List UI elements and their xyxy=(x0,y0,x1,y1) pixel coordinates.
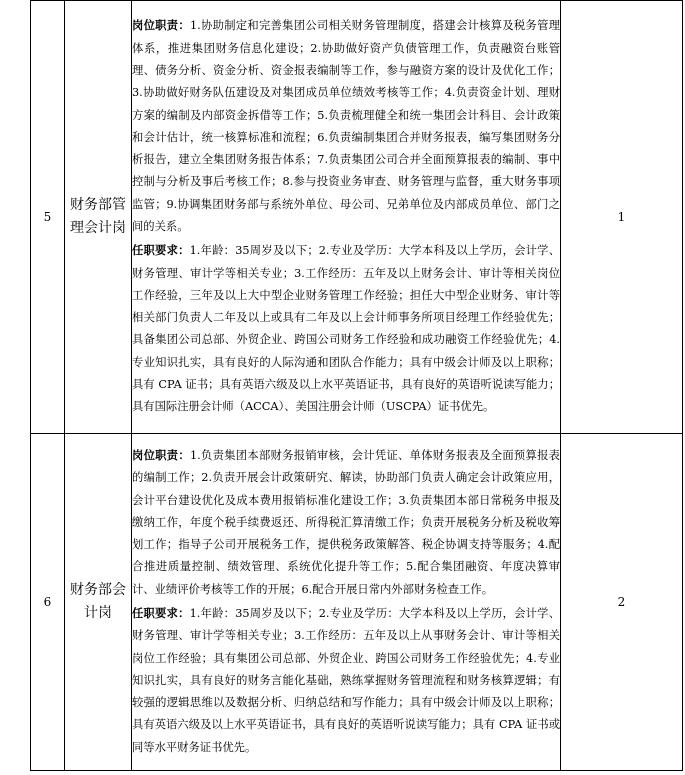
headcount: 1 xyxy=(561,1,683,434)
row-number: 6 xyxy=(31,434,65,771)
job-description xyxy=(132,434,561,771)
requirements-section xyxy=(132,603,560,759)
table-row xyxy=(31,1,683,434)
headcount: 2 xyxy=(561,434,683,771)
job-description xyxy=(132,1,561,434)
position-name: 财务部会计岗 xyxy=(65,434,132,771)
requirements-label: 任职要求： xyxy=(132,607,190,620)
row-number: 5 xyxy=(31,1,65,434)
duties-text: 1.负责集团本部财务报销审核，会计凭证、单体财务报表及全面预算报表的编制工作；2.负责开展会计政策研究、解读，协助部门负责人确定会计政策应用，会计平台建设优化及成本费用报销标准化建设工作；3.负责集团本部日常税务申报及缴纳工作，年度个税手续费返还、所得税汇算清缴工作；负责开展税务分析及税收筹划工作；指导子公司开展税务工作，提供税务政策解答、税企协调支持等服务；4.配合推进质量控制、绩效管理、系统优化提升等工作；5.配合集团融资、年度决算审计、业绩评价考核等工作的开展；6.配合开展日常内外部财务检查工作。 xyxy=(132,448,560,596)
duties-label: 岗位职责： xyxy=(132,19,190,33)
requirements-text: 1.年龄：35周岁及以下；2.专业及学历：大学本科及以上学历，会计学、财务管理、审计学等相关专业；3.工作经历：五年及以上从事财务会计、审计等相关岗位工作经验；具有集团公司总部、外贸企业、跨国公司财务工作经验优先；4.专业知识扎实，具有良好的财务言能化基础，熟练掌握财务管理流程和财务核算逻辑；有较强的逻辑思维以及数据分析、归纳总结和写作能力；具有中级会计师及以上职称；具有英语六级及以上水平英语证书，具有良好的英语听说读写能力；具有 CPA 证书或同等水平财务证书优先。 xyxy=(132,607,560,754)
requirements-section xyxy=(132,240,560,418)
job-table xyxy=(30,0,683,771)
duties-text: 1.协助制定和完善集团公司相关财务管理制度，搭建会计核算及税务管理体系，推进集团财务信息化建设；2.协助做好资产负债管理工作，负责融资台账管理、债务分析、资金分析、资金报表编制等工作，参与融资方案的设计及优化工作；3.协助做好财务队伍建设及对集团成员单位绩效考核等工作；4.负责资金计划、理财方案的编制及内部资金拆借等工作；5.负责梳理健全和统一集团会计科目、会计政策和会计估计，统一核算标准和流程；6.负责编制集团合并财务报表，编写集团财务分析报告，建立全集团财务报告体系；7.负责集团公司合并全面预算报表的编制、事中控制与分析及事后考核工作；8.参与投资业务审查、财务管理与监督，重大财务事项监管；9.协调集团财务部与系统外单位、母公司、兄弟单位及内部成员单位、部门之间的关系。 xyxy=(132,19,560,233)
position-name: 财务部管理会计岗 xyxy=(65,1,132,434)
duties-section xyxy=(132,15,560,238)
duties-section xyxy=(132,445,560,601)
table-row xyxy=(31,434,683,771)
duties-label: 岗位职责： xyxy=(132,448,190,462)
requirements-text: 1.年龄：35周岁及以下；2.专业及学历：大学本科及以上学历，会计学、财务管理、审计学等相关专业；3.工作经历：五年及以上财务会计、审计等相关岗位工作经验，三年及以上大中型企业财务管理工作经验；担任大中型企业财务、审计等相关部门负责人二年及以上或具有二年及以上会计师事务所项目经理工作经验优先；具备集团公司总部、外贸企业、跨国公司财务工作经验和成功融资工作经验优先；4.专业知识扎实，具有良好的人际沟通和团队合作能力；具有中级会计师及以上职称；具有 CPA 证书；具有英语六级及以上水平英语证书，具有良好的英语听说读写能力；具有国际注册会计师（ACCA）、美国注册会计师（USCPA）证书优先。 xyxy=(132,244,560,414)
requirements-label: 任职要求： xyxy=(132,244,190,258)
